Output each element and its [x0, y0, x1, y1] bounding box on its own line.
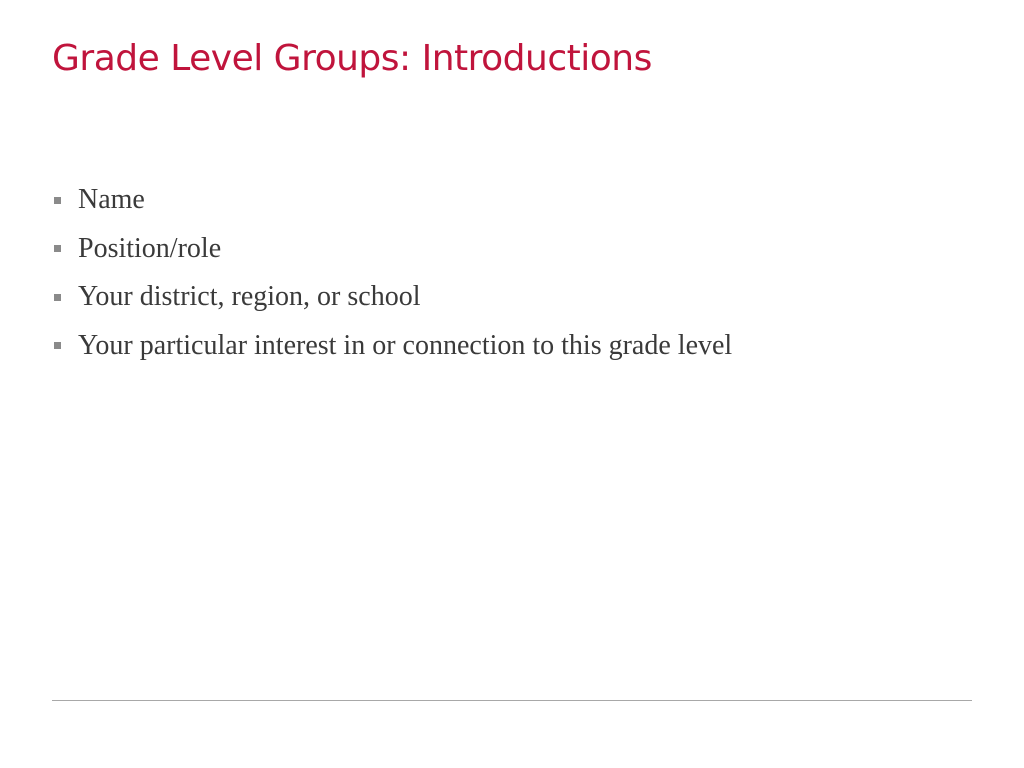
square-bullet-icon — [54, 342, 61, 349]
bullet-text: Name — [78, 184, 145, 216]
list-item — [52, 176, 732, 225]
slide-title: Grade Level Groups: Introductions — [52, 38, 652, 79]
list-item — [52, 225, 732, 274]
list-item — [52, 322, 732, 371]
bullet-text: Your particular interest in or connection to this grade level — [78, 329, 733, 361]
square-bullet-icon — [54, 197, 61, 204]
bullet-list — [52, 176, 732, 370]
square-bullet-icon — [54, 294, 61, 301]
list-item — [52, 273, 732, 322]
footer-divider — [52, 700, 972, 701]
bullet-text: Position/role — [78, 232, 222, 264]
bullet-text: Your district, region, or school — [78, 281, 421, 313]
square-bullet-icon — [54, 245, 61, 252]
